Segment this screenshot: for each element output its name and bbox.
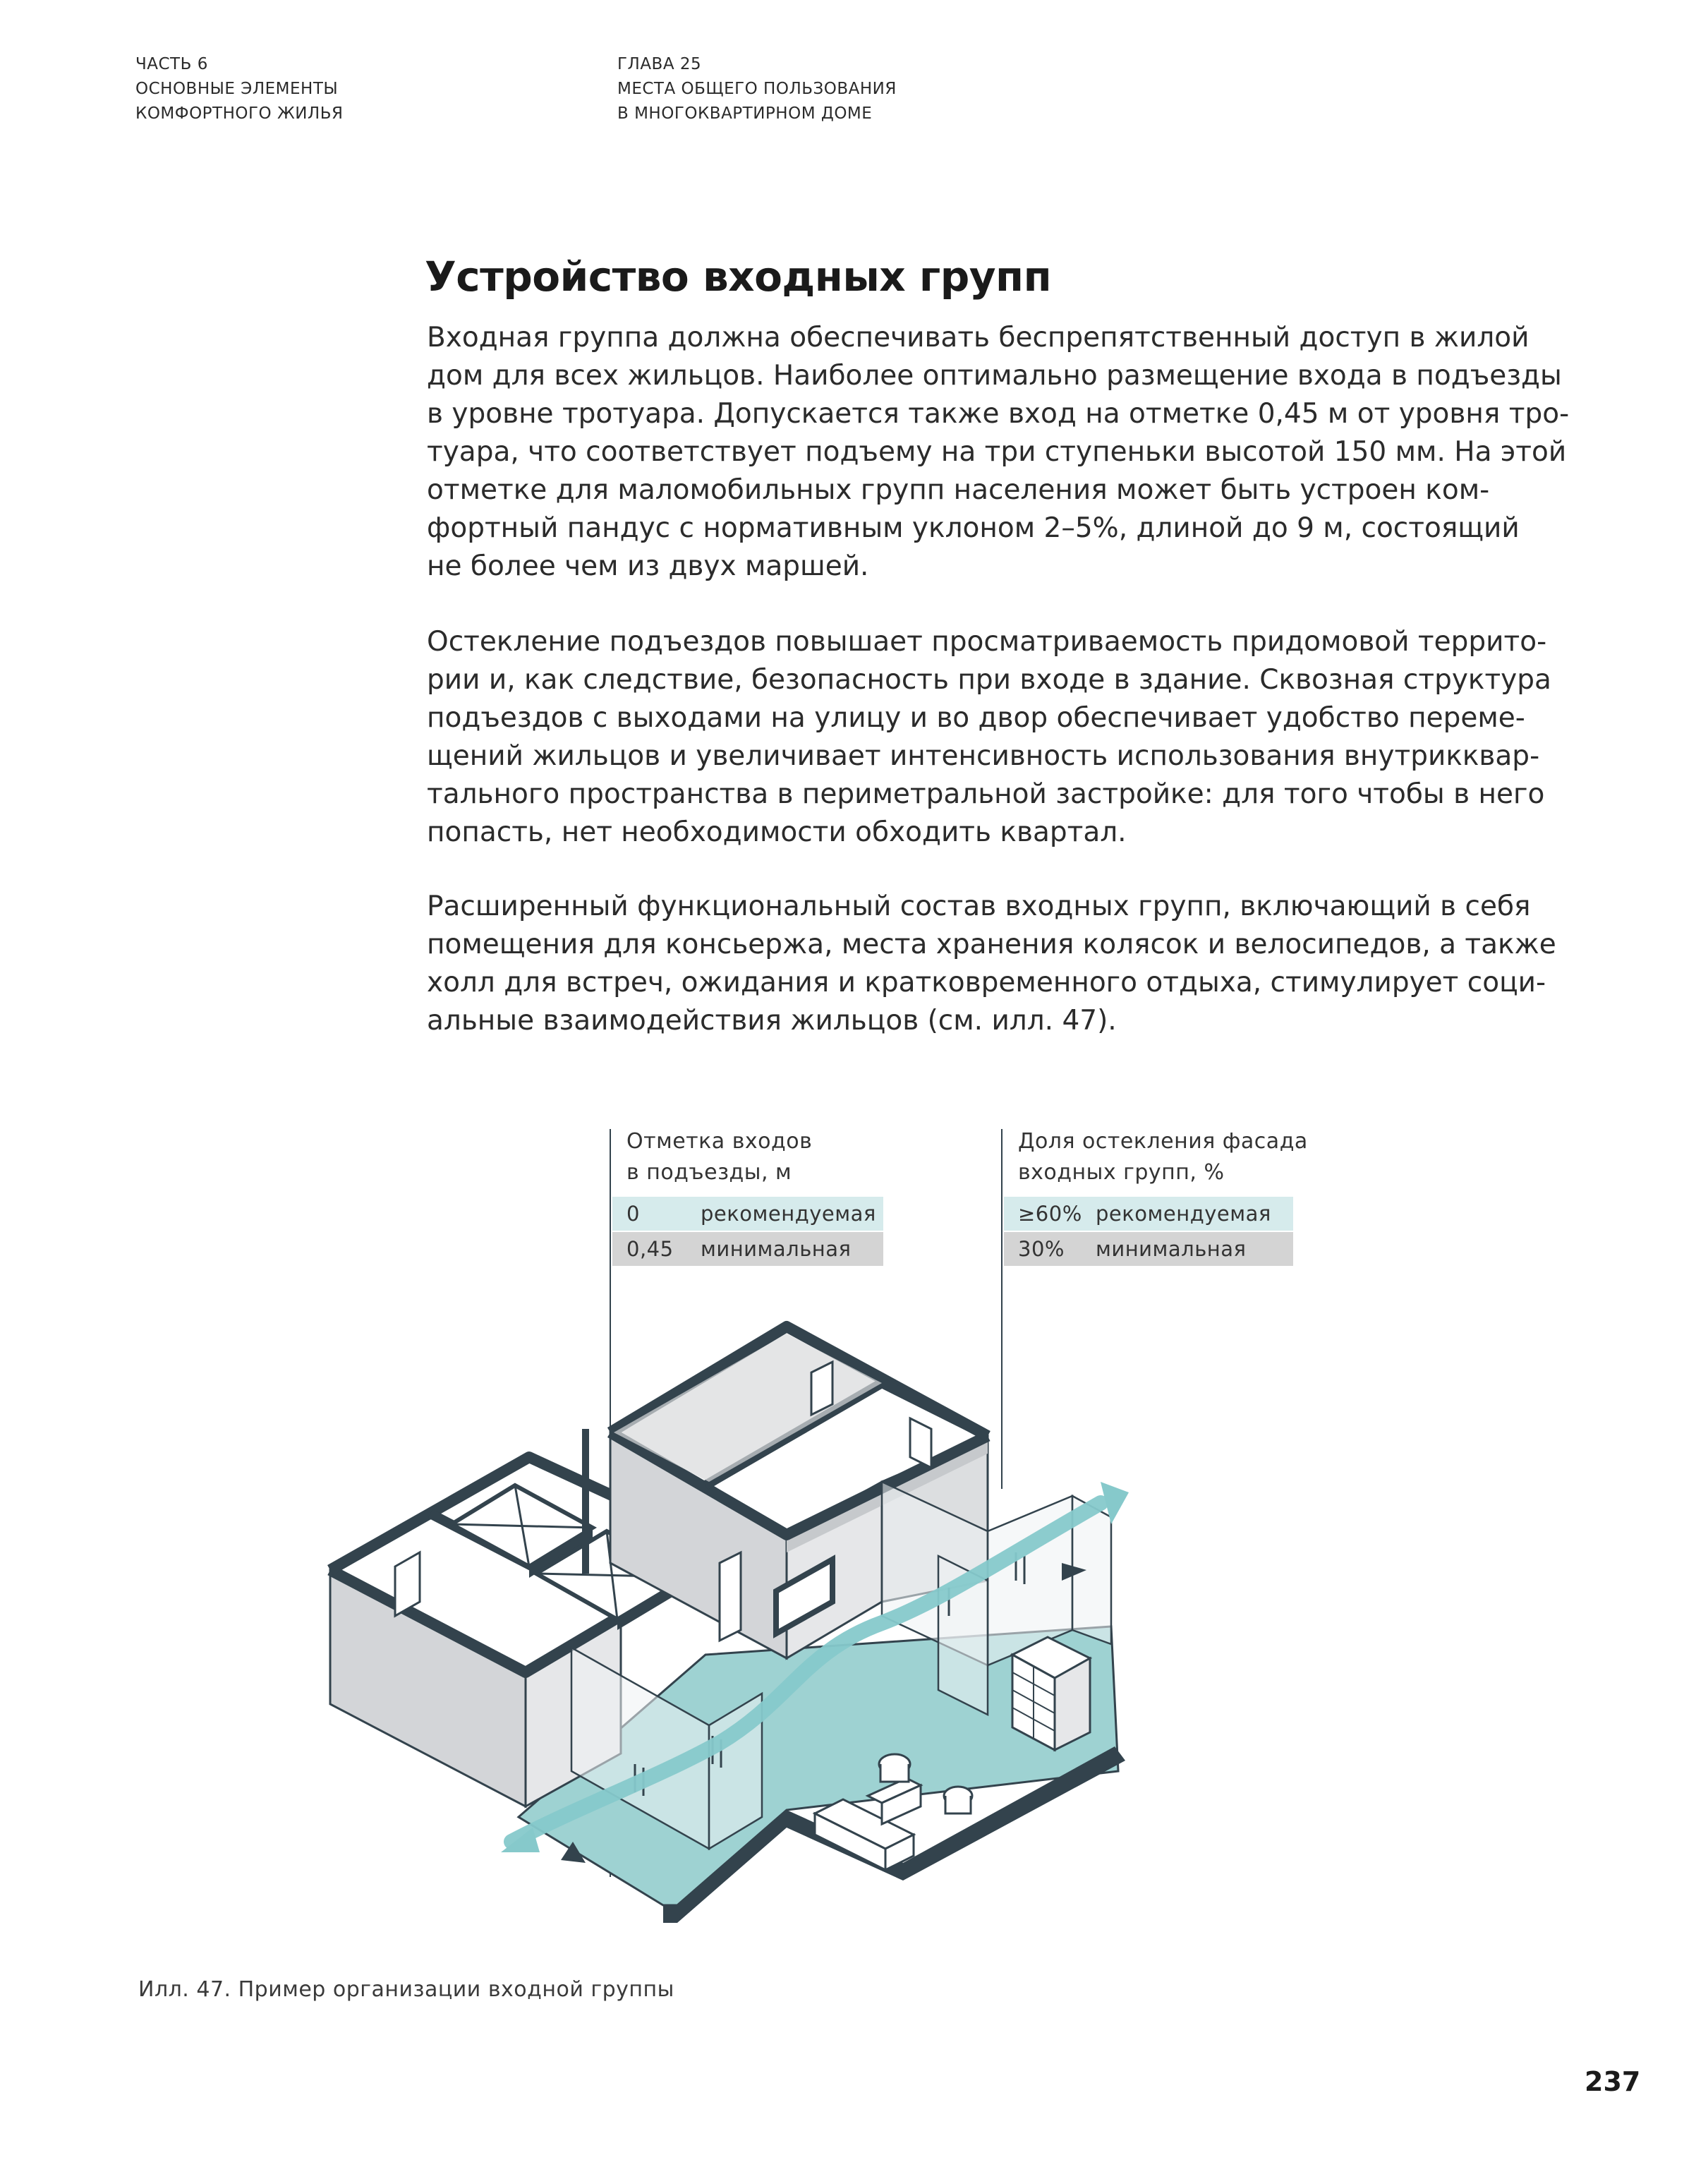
label-line: Отметка входов	[626, 1129, 813, 1154]
text-line: тального пространства в периметральной застройке: для того чтобы в него	[427, 778, 1545, 810]
section-heading: Устройство входных групп	[425, 253, 1052, 301]
running-head-line: ЧАСТЬ 6	[135, 55, 208, 73]
running-head-line: КОМФОРТНОГО ЖИЛЬЯ	[135, 104, 344, 123]
entry-level-legend	[612, 1197, 883, 1266]
text-line: попасть, нет необходимости обходить квартал.	[427, 816, 1127, 848]
legend-value: 0,45	[626, 1237, 674, 1261]
running-head-line: В МНОГОКВАРТИРНОМ ДОМЕ	[617, 104, 873, 123]
text-line: отметке для маломобильных групп населения может быть устроен ком-	[427, 474, 1490, 506]
text-line: подъездов с выходами на улицу и во двор обеспечивает удобство переме-	[427, 702, 1525, 734]
text-line: холл для встреч, ожидания и кратковременного отдыха, стимулирует соци-	[427, 967, 1546, 998]
text-line: фортный пандус с нормативным уклоном 2–5%, длиной до 9 м, состоящий	[427, 512, 1520, 544]
legend-label: минимальная	[701, 1237, 852, 1261]
text-line: щений жильцов и увеличивает интенсивность использования внутрикквар-	[427, 740, 1540, 772]
label-line: Доля остекления фасада	[1018, 1129, 1308, 1154]
entry-level-label	[626, 1126, 812, 1188]
legend-label: минимальная	[1096, 1237, 1247, 1261]
legend-label: рекомендуемая	[1096, 1202, 1271, 1226]
page-number: 237	[1585, 2066, 1641, 2097]
left-block-wall	[330, 1570, 526, 1806]
legend-value: 30%	[1018, 1237, 1065, 1261]
text-line: не более чем из двух маршей.	[427, 550, 869, 582]
running-head-line: ОСНОВНЫЕ ЭЛЕМЕНТЫ	[135, 80, 339, 98]
text-line: в уровне тротуара. Допускается также вход на отметке 0,45 м от уровня тро-	[427, 398, 1570, 430]
label-line: в подъезды, м	[626, 1160, 792, 1185]
text-line: рии и, как следствие, безопасность при входе в здание. Сквозная структура	[427, 664, 1551, 696]
running-head-chapter	[617, 52, 897, 126]
paragraph-entry-level	[427, 319, 1570, 586]
figure-caption: Илл. 47. Пример организации входной группы	[138, 1977, 674, 2002]
text-line: Входная группа должна обеспечивать беспрепятственный доступ в жилой	[427, 322, 1530, 354]
legend-value: ≥60%	[1018, 1202, 1082, 1226]
glazing-share-label	[1018, 1126, 1308, 1188]
legend-row-recommended	[612, 1197, 883, 1231]
text-line: Остекление подъездов повышает просматриваемость придомовой террито-	[427, 626, 1547, 658]
text-line: альные взаимодействия жильцов (см. илл. 47).	[427, 1005, 1117, 1037]
text-line: помещения для консьержа, места хранения колясок и велосипедов, а также	[427, 929, 1556, 960]
legend-row-minimal	[612, 1232, 883, 1266]
legend-value: 0	[626, 1202, 640, 1226]
running-head-part	[135, 52, 343, 126]
legend-row-recommended	[1004, 1197, 1293, 1231]
paragraph-functions	[427, 888, 1556, 1040]
label-line: входных групп, %	[1018, 1160, 1225, 1185]
running-head-line: МЕСТА ОБЩЕГО ПОЛЬЗОВАНИЯ	[617, 80, 897, 98]
running-head-line: ГЛАВА 25	[617, 55, 702, 73]
text-line: Расширенный функциональный состав входных групп, включающий в себя	[427, 891, 1531, 922]
legend-row-minimal	[1004, 1232, 1293, 1266]
glazing-share-legend	[1004, 1197, 1293, 1266]
shelving-unit	[1012, 1637, 1090, 1750]
legend-label: рекомендуемая	[701, 1202, 876, 1226]
text-line: туара, что соответствует подъему на три ступеньки высотой 150 мм. На этой	[427, 436, 1567, 468]
paragraph-glazing	[427, 623, 1551, 852]
text-line: дом для всех жильцов. Наиболее оптимально размещение входа в подъезды	[427, 360, 1562, 392]
